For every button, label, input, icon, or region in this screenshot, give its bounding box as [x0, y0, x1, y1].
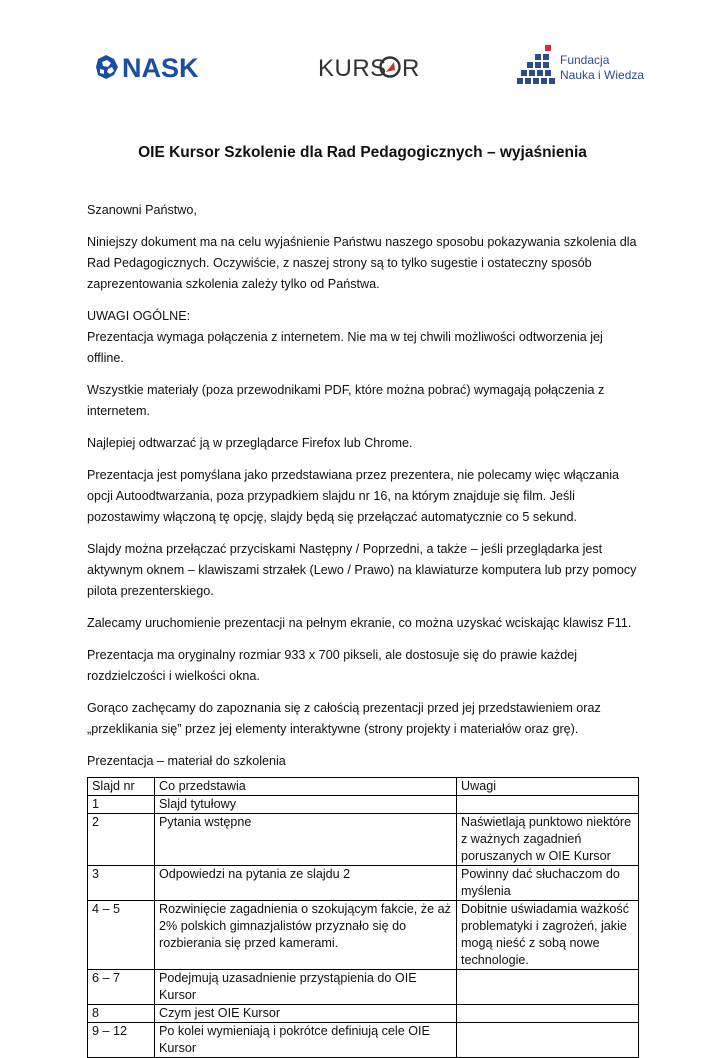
cell-content: Po kolei wymieniają i pokrótce definiują cele OIE Kursor	[155, 1023, 457, 1058]
cell-slide-number: 4 – 5	[88, 901, 155, 970]
document-body	[87, 200, 642, 1058]
svg-text:KURS: KURS	[318, 55, 387, 82]
kursor-logo-icon	[318, 52, 422, 82]
cell-slide-number: 1	[88, 796, 155, 814]
general-note-4: Prezentacja jest pomyślana jako przedstawiana przez prezentera, nie polecamy więc włączania opcji Autoodtwarzania, poza przypadkiem slajdu nr 16, na którym znajduje się film. Jeśli pozostawimy włączoną tę opcję, slajdy będą się przełączać automatycznie co 5 sekund.	[87, 468, 620, 524]
intro-paragraph: Niniejszy dokument ma na celu wyjaśnienie Państwu naszego sposobu pokazywania szkolenia dla Rad Pedagogicznych. Oczywiście, z naszej strony są to tylko sugestie i ostateczny sposób zaprezentowania szkolenia zależy tylko od Państwa.	[87, 235, 637, 291]
cell-notes	[457, 1005, 639, 1023]
table-row	[88, 814, 639, 866]
table-row	[88, 866, 639, 901]
document-title: OIE Kursor Szkolenie dla Rad Pedagogicznych – wyjaśnienia	[138, 144, 587, 161]
cell-notes	[457, 1023, 639, 1058]
cell-content: Slajd tytułowy	[155, 796, 457, 814]
table-row	[88, 1023, 639, 1058]
slides-table	[87, 777, 639, 1058]
cell-notes	[457, 970, 639, 1005]
cell-content: Czym jest OIE Kursor	[155, 1005, 457, 1023]
table-row	[88, 970, 639, 1005]
nask-logo	[96, 53, 241, 81]
cell-content: Rozwinięcie zagadnienia o szokującym fakcie, że aż 2% polskich gimnazjalistów przyznało się do rozbierania się przed kamerami.	[155, 901, 457, 970]
fundacja-logo	[517, 44, 645, 86]
general-note-6: Zalecamy uruchomienie prezentacji na pełnym ekranie, co można uzyskać wciskając klawisz F11.	[87, 616, 632, 630]
cell-content: Podejmują uzasadnienie przystąpienia do OIE Kursor	[155, 970, 457, 1005]
table-row	[88, 796, 639, 814]
general-note-8: Gorąco zachęcamy do zapoznania się z całością prezentacji przed jej przedstawieniem oraz „przeklikania się” przez jej elementy interaktywne (strony projekty i materiałów oraz grę).	[87, 701, 601, 736]
svg-text:R: R	[402, 55, 420, 82]
header-content: Co przedstawia	[155, 778, 457, 796]
cell-notes: Dobitnie uświadamia ważkość problematyki i zagrożeń, jakie mogą nieść z sobą nowe technologie.	[457, 901, 639, 970]
fundacja-line2: Nauka i Wiedza	[560, 68, 645, 82]
cell-slide-number: 2	[88, 814, 155, 866]
general-note-2: Wszystkie materiały (poza przewodnikami PDF, które można pobrać) wymagają połączenia z internetem.	[87, 383, 605, 418]
header-notes: Uwagi	[457, 778, 639, 796]
kursor-logo	[318, 52, 422, 82]
fundacja-line1: Fundacja	[560, 53, 610, 67]
cell-notes: Powinny dać słuchaczom do myślenia	[457, 866, 639, 901]
general-heading: UWAGI OGÓLNE:	[87, 309, 191, 323]
cell-notes	[457, 796, 639, 814]
cell-slide-number: 9 – 12	[88, 1023, 155, 1058]
table-caption: Prezentacja – materiał do szkolenia	[87, 754, 286, 768]
table-header-row	[88, 778, 639, 796]
fundacja-logo-icon	[517, 44, 645, 86]
general-note-7: Prezentacja ma oryginalny rozmiar 933 x 700 pikseli, ale dostosuje się do prawie każdej rozdzielczości i wielkości okna.	[87, 648, 578, 683]
cell-content: Odpowiedzi na pytania ze slajdu 2	[155, 866, 457, 901]
cell-slide-number: 3	[88, 866, 155, 901]
nask-logo-icon	[96, 53, 241, 81]
general-note-3: Najlepiej odtwarzać ją w przeglądarce Firefox lub Chrome.	[87, 436, 413, 450]
general-note-1: Prezentacja wymaga połączenia z internetem. Nie ma w tej chwili możliwości odtworzenia jej offline.	[87, 330, 603, 365]
cell-notes: Naświetlają punktowo niektóre z ważnych zagadnień poruszanych w OIE Kursor	[457, 814, 639, 866]
greeting: Szanowni Państwo,	[87, 203, 197, 217]
logo-bar	[0, 40, 725, 90]
header-slide-number: Slajd nr	[88, 778, 155, 796]
cell-slide-number: 8	[88, 1005, 155, 1023]
general-note-5: Slajdy można przełączać przyciskami Następny / Poprzedni, a także – jeśli przeglądarka jest aktywnym oknem – klawiszami strzałek (Lewo / Prawo) na klawiaturze komputera lub przy pomocy pilota prezenterskiego.	[87, 542, 637, 598]
table-row	[88, 1005, 639, 1023]
cell-slide-number: 6 – 7	[88, 970, 155, 1005]
nask-logo-text: NASK	[122, 53, 199, 83]
cell-content: Pytania wstępne	[155, 814, 457, 866]
table-row	[88, 901, 639, 970]
